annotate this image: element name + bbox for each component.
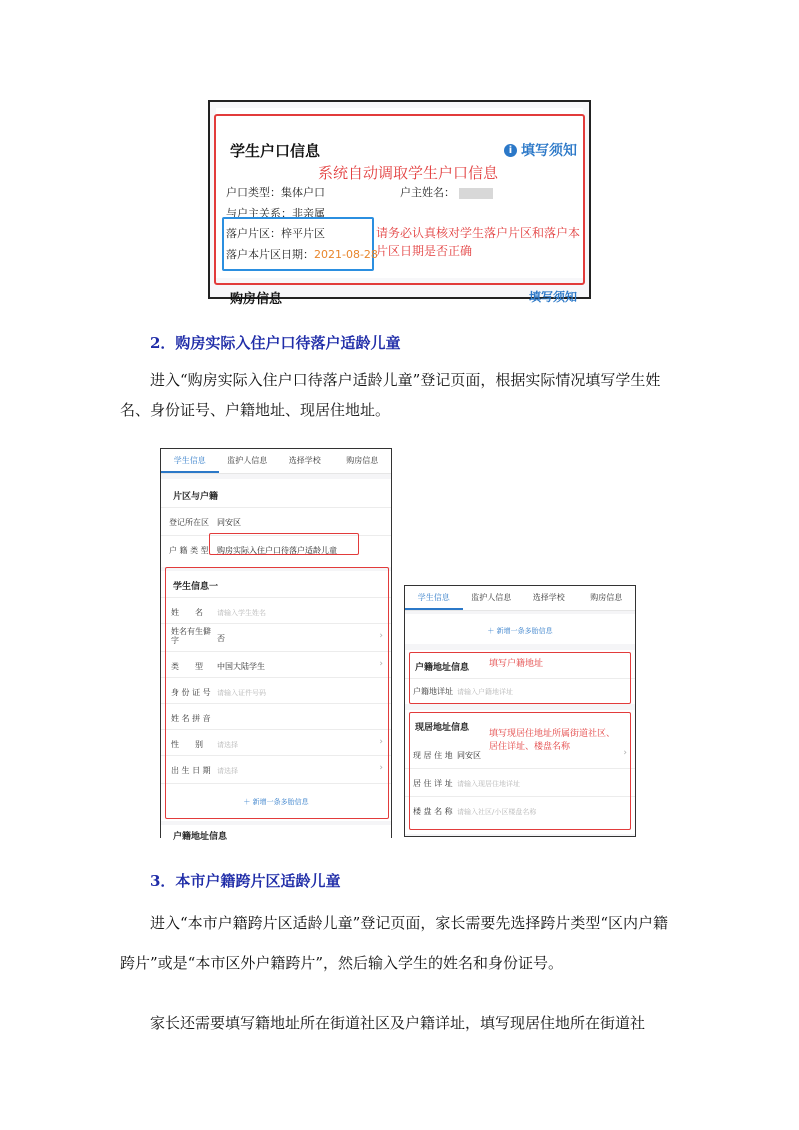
pinyin-label: 姓 名 拼 音 xyxy=(171,714,211,723)
chevron-right-icon: › xyxy=(379,631,383,641)
gender-select[interactable]: 请选择 xyxy=(217,741,238,749)
fill-instructions-label: 填写须知 xyxy=(521,143,577,159)
auto-fetch-note: 系统自动调取学生户口信息 xyxy=(318,164,499,182)
relation-label: 与户主关系： xyxy=(226,207,292,220)
hh-address-section-peek xyxy=(161,825,391,845)
hh-address-title-peek: 户籍地址信息 xyxy=(173,832,228,842)
student-info-highlight xyxy=(165,567,389,819)
hh-type-label: 户 籍 类 型 xyxy=(169,546,209,555)
add-multi-birth-button[interactable]: ＋ 新增一条多胎信息 xyxy=(487,627,553,635)
tab-student-info[interactable]: 学生信息 xyxy=(161,449,219,473)
current-address-note: 填写现居住地址所属街道社区、居住详址、楼盘名称 xyxy=(489,729,616,752)
birth-select[interactable]: 请选择 xyxy=(217,767,238,775)
tab-student-info[interactable]: 学生信息 xyxy=(405,586,463,610)
date-value: 2021-08-28 xyxy=(314,248,378,261)
birth-label: 出 生 日 期 xyxy=(171,766,211,775)
chevron-right-icon: › xyxy=(623,748,627,758)
date-row xyxy=(226,246,378,262)
add-multi-birth-button[interactable]: ＋ 新增一条多胎信息 xyxy=(243,798,309,806)
chevron-right-icon: › xyxy=(379,659,383,669)
estate-name-input[interactable]: 请输入社区/小区楼盘名称 xyxy=(457,808,537,816)
section3-heading: 3．本市户籍跨片区适龄儿童 xyxy=(150,872,341,890)
residence-detail-label: 居 住 详 址 xyxy=(413,779,453,788)
date-label: 落户本片区日期： xyxy=(226,248,314,261)
district-label: 落户片区： xyxy=(226,227,281,240)
verify-note: 请务必认真核对学生落户片区和落户本片区日期是否正确 xyxy=(376,226,581,258)
section3-paragraph2: 家长还需要填写籍地址所在街道社区及户籍详址，填写现居住地所在街道社 xyxy=(150,1014,646,1032)
household-info-title: 学生户口信息 xyxy=(230,142,321,160)
name-input[interactable]: 请输入学生姓名 xyxy=(217,609,266,617)
hh-type-highlight xyxy=(209,533,359,555)
tab-choose-school[interactable]: 选择学校 xyxy=(288,456,321,465)
section2-paragraph: 进入“购房实际入住户口待落户适龄儿童”登记页面，根据实际情况填写学生姓名、身份证号、户籍地址、现居住地址。 xyxy=(120,371,661,419)
district-section-title: 片区与户籍 xyxy=(173,492,219,502)
id-label: 身 份 证 号 xyxy=(171,688,211,697)
household-type-value: 集体户口 xyxy=(281,186,325,199)
section3-paragraph1: 进入“本市户籍跨片区适龄儿童”登记页面，家长需要先选择跨片类型“区内户籍跨片”或是“本市区外户籍跨片”，然后输入学生的姓名和身份证号。 xyxy=(120,914,669,972)
household-type-label: 户口类型： xyxy=(226,186,281,199)
hh-address-highlight xyxy=(409,652,631,704)
hh-detail-input[interactable]: 请输入户籍地详址 xyxy=(457,688,513,696)
tab-guardian-info[interactable]: 监护人信息 xyxy=(227,456,268,465)
chevron-right-icon: › xyxy=(379,763,383,773)
tab-bar xyxy=(161,449,391,474)
hh-address-title: 户籍地址信息 xyxy=(415,663,470,673)
hh-address-note: 填写户籍地址 xyxy=(489,659,544,669)
address-info-screenshot xyxy=(404,585,636,837)
info-icon: i xyxy=(504,144,517,157)
add-multi-birth-row xyxy=(405,614,635,644)
tab-housing-info[interactable]: 购房信息 xyxy=(346,456,379,465)
current-address-highlight xyxy=(409,712,631,830)
id-input[interactable]: 请输入证件号码 xyxy=(217,689,266,697)
reg-district-label: 登记所在区 xyxy=(169,518,209,527)
district-row xyxy=(226,225,325,241)
householder-name-row xyxy=(400,184,493,200)
estate-name-label: 楼 盘 名 称 xyxy=(413,807,453,816)
hh-detail-label: 户籍地详址 xyxy=(413,687,453,696)
tab-bar xyxy=(405,586,635,611)
housing-instructions-link[interactable]: 填写须知 xyxy=(528,290,577,304)
hh-type-value[interactable]: 购房实际入住户口待落户适龄儿童 xyxy=(217,546,337,555)
rare-char-value[interactable]: 否 xyxy=(217,634,225,643)
household-info-screenshot xyxy=(208,100,591,307)
tab-housing-info[interactable]: 购房信息 xyxy=(590,593,623,602)
current-residence-value[interactable]: 同安区 xyxy=(457,751,481,760)
reg-district-value[interactable]: 同安区 xyxy=(217,518,241,527)
chevron-right-icon: › xyxy=(379,737,383,747)
rare-char-label: 姓名有生僻字 xyxy=(171,627,211,645)
housing-info-title: 购房信息 xyxy=(230,292,283,307)
district-value: 梓平片区 xyxy=(281,227,325,240)
current-address-title: 现居地址信息 xyxy=(415,723,470,733)
type-value[interactable]: 中国大陆学生 xyxy=(217,662,265,671)
gender-label: 性 别 xyxy=(171,740,203,749)
relation-value: 非亲属 xyxy=(292,207,325,220)
tab-guardian-info[interactable]: 监护人信息 xyxy=(471,593,512,602)
householder-name-blurred xyxy=(459,188,493,199)
type-label: 类 型 xyxy=(171,662,203,671)
household-type-row xyxy=(226,184,325,200)
section2-heading: 2．购房实际入住户口待落户适龄儿童 xyxy=(150,334,401,352)
student-section-title: 学生信息一 xyxy=(173,582,219,592)
residence-detail-input[interactable]: 请输入现居住地详址 xyxy=(457,780,520,788)
fill-instructions-link[interactable] xyxy=(504,140,577,160)
householder-name-label: 户主姓名： xyxy=(400,186,455,199)
tab-choose-school[interactable]: 选择学校 xyxy=(532,593,565,602)
student-info-screenshot xyxy=(160,448,392,842)
current-residence-label: 现 居 住 地 xyxy=(413,751,453,760)
name-label: 姓 名 xyxy=(171,608,203,617)
